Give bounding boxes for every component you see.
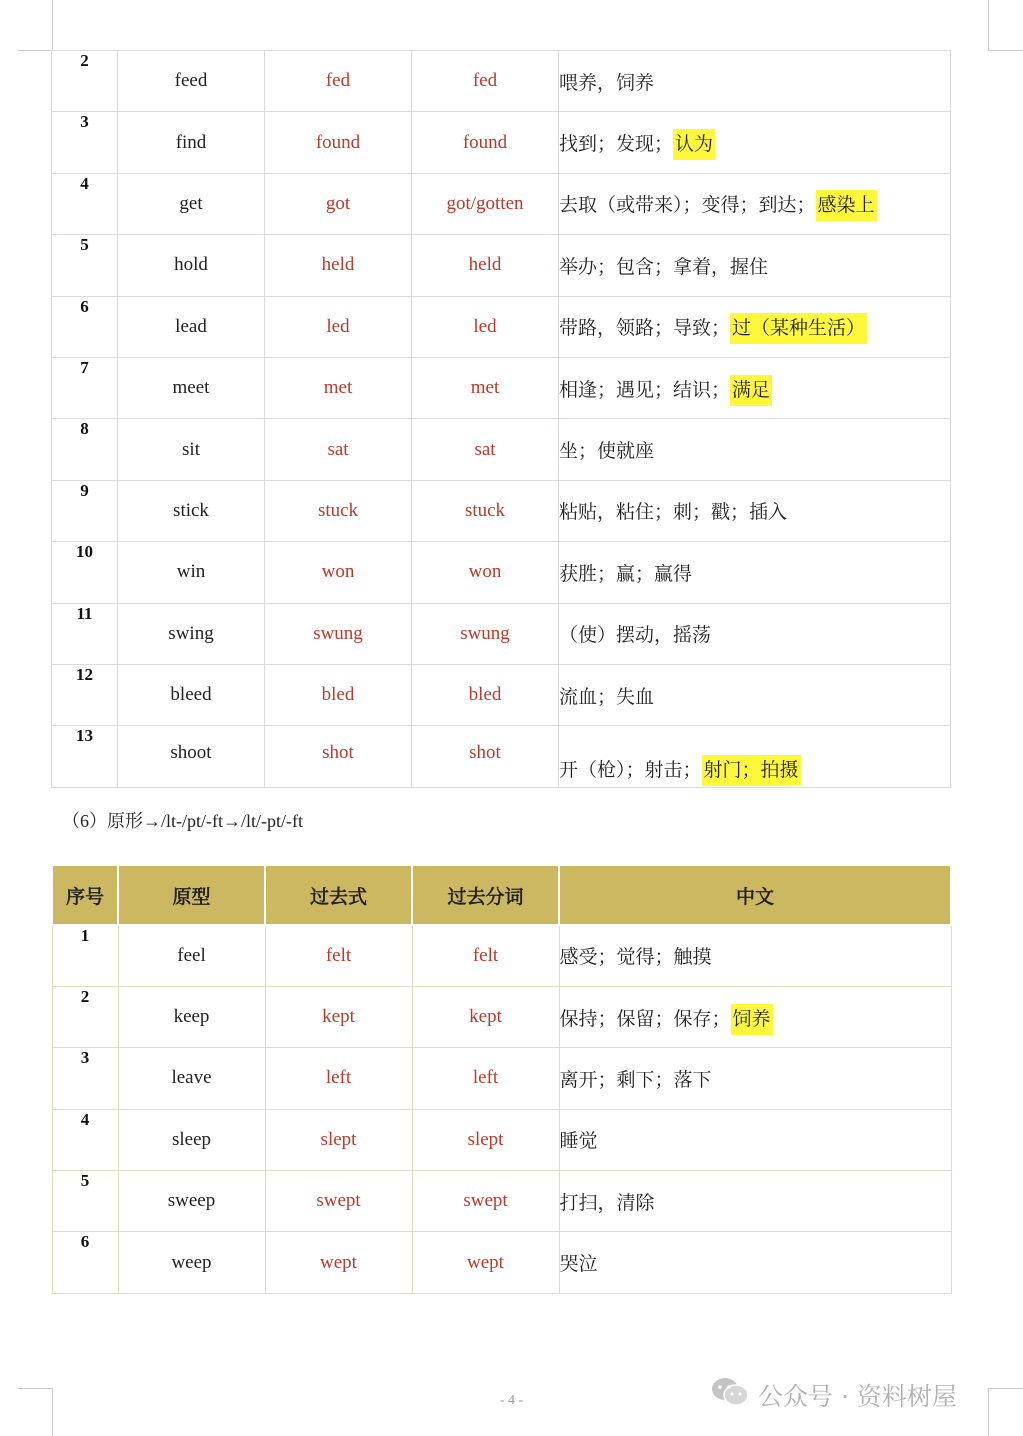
base-form: leave	[118, 1048, 265, 1109]
past-participle: wept	[412, 1232, 559, 1293]
base-form: sweep	[118, 1171, 265, 1232]
row-index: 2	[52, 986, 118, 1047]
chinese-meaning	[559, 1048, 951, 1109]
past-participle: found	[412, 112, 559, 173]
row-index: 5	[52, 1171, 118, 1232]
past-participle: held	[412, 235, 559, 296]
table-row	[52, 51, 951, 112]
meaning-text: 保持；保留；保存；	[559, 1007, 731, 1030]
past-participle: kept	[412, 986, 559, 1047]
past-tense: kept	[265, 986, 412, 1047]
row-index: 4	[52, 1109, 118, 1170]
table-row	[52, 1171, 951, 1232]
row-index: 3	[52, 1048, 118, 1109]
watermark	[710, 1376, 957, 1414]
chinese-meaning	[559, 664, 951, 725]
header-past-participle: 过去分词	[412, 865, 559, 925]
chinese-meaning	[559, 480, 951, 541]
chinese-meaning	[559, 173, 951, 234]
highlighted-meaning: 过（某种生活）	[730, 313, 867, 344]
past-tense: slept	[265, 1109, 412, 1170]
row-index: 4	[52, 173, 118, 234]
row-index: 1	[52, 925, 118, 986]
header-base-form: 原型	[118, 865, 265, 925]
highlighted-meaning: 满足	[730, 375, 772, 406]
past-tense: swung	[265, 603, 412, 664]
past-tense: found	[265, 112, 412, 173]
base-form: win	[118, 542, 265, 603]
base-form: feel	[118, 925, 265, 986]
row-index: 10	[52, 542, 118, 603]
chinese-meaning	[559, 419, 951, 480]
base-form: sit	[118, 419, 265, 480]
past-participle: met	[412, 357, 559, 418]
table-row	[52, 296, 951, 357]
chinese-meaning	[559, 112, 951, 173]
table-header-row	[52, 865, 951, 925]
meaning-text: 流血；失血	[559, 685, 655, 708]
chinese-meaning	[559, 603, 951, 664]
base-form: shoot	[118, 726, 265, 787]
header-past-tense: 过去式	[265, 865, 412, 925]
meaning-text: 感受；觉得；触摸	[559, 946, 712, 969]
meaning-text: 哭泣	[559, 1253, 598, 1276]
meaning-text: 获胜；赢；赢得	[559, 562, 693, 585]
chinese-meaning	[559, 542, 951, 603]
base-form: hold	[118, 235, 265, 296]
past-tense: shot	[265, 726, 412, 787]
base-form: feed	[118, 51, 265, 112]
chinese-meaning	[559, 357, 951, 418]
chinese-meaning	[559, 1109, 951, 1170]
row-index: 13	[52, 726, 118, 787]
wechat-icon	[710, 1376, 758, 1414]
table-row	[52, 542, 951, 603]
page-number: - 4 -	[499, 1393, 524, 1408]
base-form: bleed	[118, 664, 265, 725]
meaning-text: 坐；使就座	[559, 440, 655, 463]
past-tense: met	[265, 357, 412, 418]
past-tense: swept	[265, 1171, 412, 1232]
highlighted-meaning: 感染上	[816, 190, 877, 221]
base-form: find	[118, 112, 265, 173]
past-participle: felt	[412, 925, 559, 986]
past-tense: got	[265, 173, 412, 234]
chinese-meaning	[559, 726, 951, 787]
past-participle: swept	[412, 1171, 559, 1232]
row-index: 6	[52, 296, 118, 357]
chinese-meaning	[559, 296, 951, 357]
table-row	[52, 603, 951, 664]
chinese-meaning	[559, 986, 951, 1047]
past-tense: left	[265, 1048, 412, 1109]
past-tense: won	[265, 542, 412, 603]
meaning-text: 粘贴，粘住；刺；戳；插入	[559, 501, 788, 524]
meaning-text: 去取（或带来）；变得；到达；	[559, 194, 816, 217]
crop-mark-top-right	[988, 0, 1023, 51]
past-participle: swung	[412, 603, 559, 664]
table-row	[52, 925, 951, 986]
watermark-text: 公众号 · 资料树屋	[758, 1382, 957, 1411]
table-row	[52, 664, 951, 725]
past-tense: felt	[265, 925, 412, 986]
chinese-meaning	[559, 51, 951, 112]
past-participle: left	[412, 1048, 559, 1109]
chinese-meaning	[559, 1232, 951, 1293]
base-form: keep	[118, 986, 265, 1047]
past-tense: held	[265, 235, 412, 296]
row-index: 2	[52, 51, 118, 112]
past-tense: fed	[265, 51, 412, 112]
verb-table-lt-pt-ft	[51, 864, 952, 1294]
past-participle: led	[412, 296, 559, 357]
row-index: 6	[52, 1232, 118, 1293]
meaning-text: 相逢；遇见；结识；	[559, 378, 731, 401]
meaning-text: （使）摆动，摇荡	[559, 624, 712, 647]
past-participle: sat	[412, 419, 559, 480]
base-form: sleep	[118, 1109, 265, 1170]
highlighted-meaning: 饲养	[731, 1004, 773, 1035]
header-index: 序号	[52, 865, 118, 925]
table-row	[52, 986, 951, 1047]
past-tense: stuck	[265, 480, 412, 541]
row-index: 11	[52, 603, 118, 664]
meaning-text: 打扫，清除	[559, 1191, 655, 1214]
table-row	[52, 1109, 951, 1170]
row-index: 3	[52, 112, 118, 173]
past-participle: slept	[412, 1109, 559, 1170]
base-form: swing	[118, 603, 265, 664]
highlighted-meaning: 射门；拍摄	[702, 755, 801, 786]
past-participle: shot	[412, 726, 559, 787]
table-row	[52, 112, 951, 173]
row-index: 9	[52, 480, 118, 541]
meaning-text: 找到；发现；	[559, 133, 674, 156]
past-tense: wept	[265, 1232, 412, 1293]
meaning-text: 喂养，饲养	[559, 71, 655, 94]
table-row	[52, 726, 951, 787]
meaning-text: 开（枪）；射击；	[559, 758, 702, 781]
table-row	[52, 480, 951, 541]
base-form: get	[118, 173, 265, 234]
past-tense: bled	[265, 664, 412, 725]
base-form: stick	[118, 480, 265, 541]
base-form: meet	[118, 357, 265, 418]
past-participle: stuck	[412, 480, 559, 541]
past-tense: led	[265, 296, 412, 357]
table-row	[52, 357, 951, 418]
table-row	[52, 173, 951, 234]
base-form: weep	[118, 1232, 265, 1293]
section-title: （6）原形→/lt-/pt/-ft→/lt/-pt/-ft	[62, 811, 303, 831]
highlighted-meaning: 认为	[673, 129, 715, 160]
table-row	[52, 235, 951, 296]
chinese-meaning	[559, 1171, 951, 1232]
chinese-meaning	[559, 235, 951, 296]
verb-table-continued	[51, 50, 951, 788]
table-row	[52, 419, 951, 480]
row-index: 7	[52, 357, 118, 418]
meaning-text: 举办；包含；拿着，握住	[559, 255, 769, 278]
row-index: 8	[52, 419, 118, 480]
meaning-text: 离开；剩下；落下	[559, 1068, 712, 1091]
past-participle: fed	[412, 51, 559, 112]
past-participle: bled	[412, 664, 559, 725]
past-tense: sat	[265, 419, 412, 480]
header-chinese: 中文	[559, 865, 951, 925]
chinese-meaning	[559, 925, 951, 986]
row-index: 5	[52, 235, 118, 296]
row-index: 12	[52, 664, 118, 725]
table-row	[52, 1048, 951, 1109]
past-participle: won	[412, 542, 559, 603]
base-form: lead	[118, 296, 265, 357]
meaning-text: 睡觉	[559, 1130, 598, 1153]
table-row	[52, 1232, 951, 1293]
past-participle: got/gotten	[412, 173, 559, 234]
crop-mark-top-left	[18, 0, 53, 51]
meaning-text: 带路，领路；导致；	[559, 317, 731, 340]
